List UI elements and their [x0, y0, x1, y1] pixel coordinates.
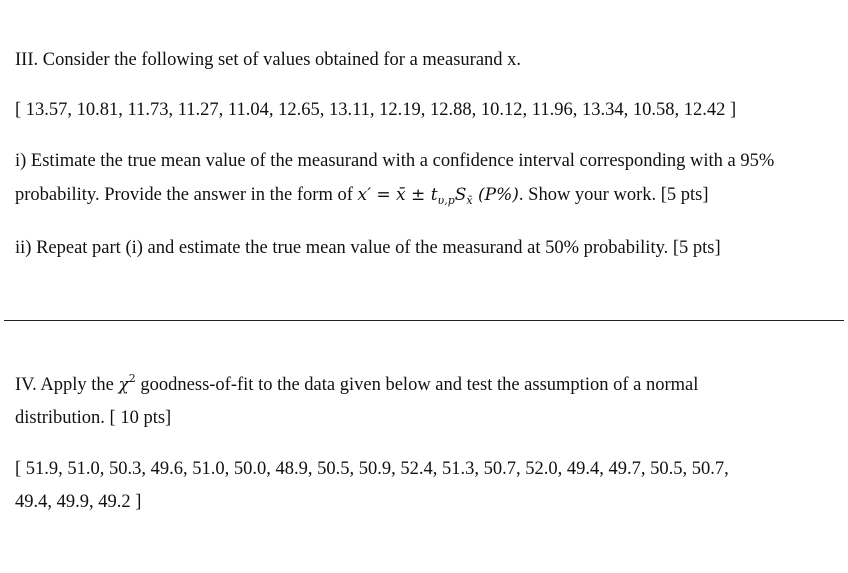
chi-squared-symbol: [118, 372, 136, 395]
formula-lhs: x′: [357, 185, 371, 205]
formula-mean: x̄: [396, 185, 406, 205]
part-i-prefix: probability. Provide the answer in the form of: [15, 185, 358, 205]
chi-symbol: χ: [118, 375, 129, 395]
section-4-values-line2: 49.4, 49.9, 49.2 ]: [15, 492, 142, 512]
formula-t: t: [430, 185, 438, 205]
section-3-values: [ 13.57, 10.81, 11.73, 11.27, 11.04, 12.65, 13.11, 12.19, 12.88, 10.12, 11.96, 13.34, 10.58, 12.42 ]: [15, 100, 737, 120]
section-4-title-line2: distribution. [ 10 pts]: [15, 408, 172, 428]
part-ii-text: ii) Repeat part (i) and estimate the true mean value of the measurand at 50% probability. [5 pts]: [15, 238, 721, 258]
confidence-formula: [358, 185, 519, 205]
section-4-title-suffix: goodness-of-fit to the data given below and test the assumption of a normal: [135, 375, 699, 395]
section-4-title-line1: [15, 373, 698, 397]
part-i-text-line1: i) Estimate the true mean value of the measurand with a confidence interval corresponding with a 95%: [15, 151, 775, 171]
section-3-title: III. Consider the following set of values obtained for a measurand x.: [15, 50, 522, 70]
formula-s: S: [454, 185, 467, 205]
formula-plus-minus: ±: [405, 185, 431, 205]
formula-s-subscript: x̄: [466, 194, 473, 207]
section-4-title-prefix: IV. Apply the: [15, 375, 119, 395]
part-i-suffix: . Show your work. [5 pts]: [518, 185, 709, 205]
section-4-values-line1: [ 51.9, 51.0, 50.3, 49.6, 51.0, 50.0, 48.9, 50.5, 50.9, 52.4, 51.3, 50.7, 52.0, 49.4, 49.7, 50.5, 50.7,: [15, 459, 729, 479]
section-divider: [4, 320, 844, 321]
formula-t-subscript: υ,p: [437, 194, 455, 207]
formula-probability: (P%): [472, 185, 519, 205]
chi-superscript: 2: [128, 372, 136, 385]
formula-equals: =: [370, 185, 397, 205]
part-i-text-line2: [15, 183, 709, 207]
